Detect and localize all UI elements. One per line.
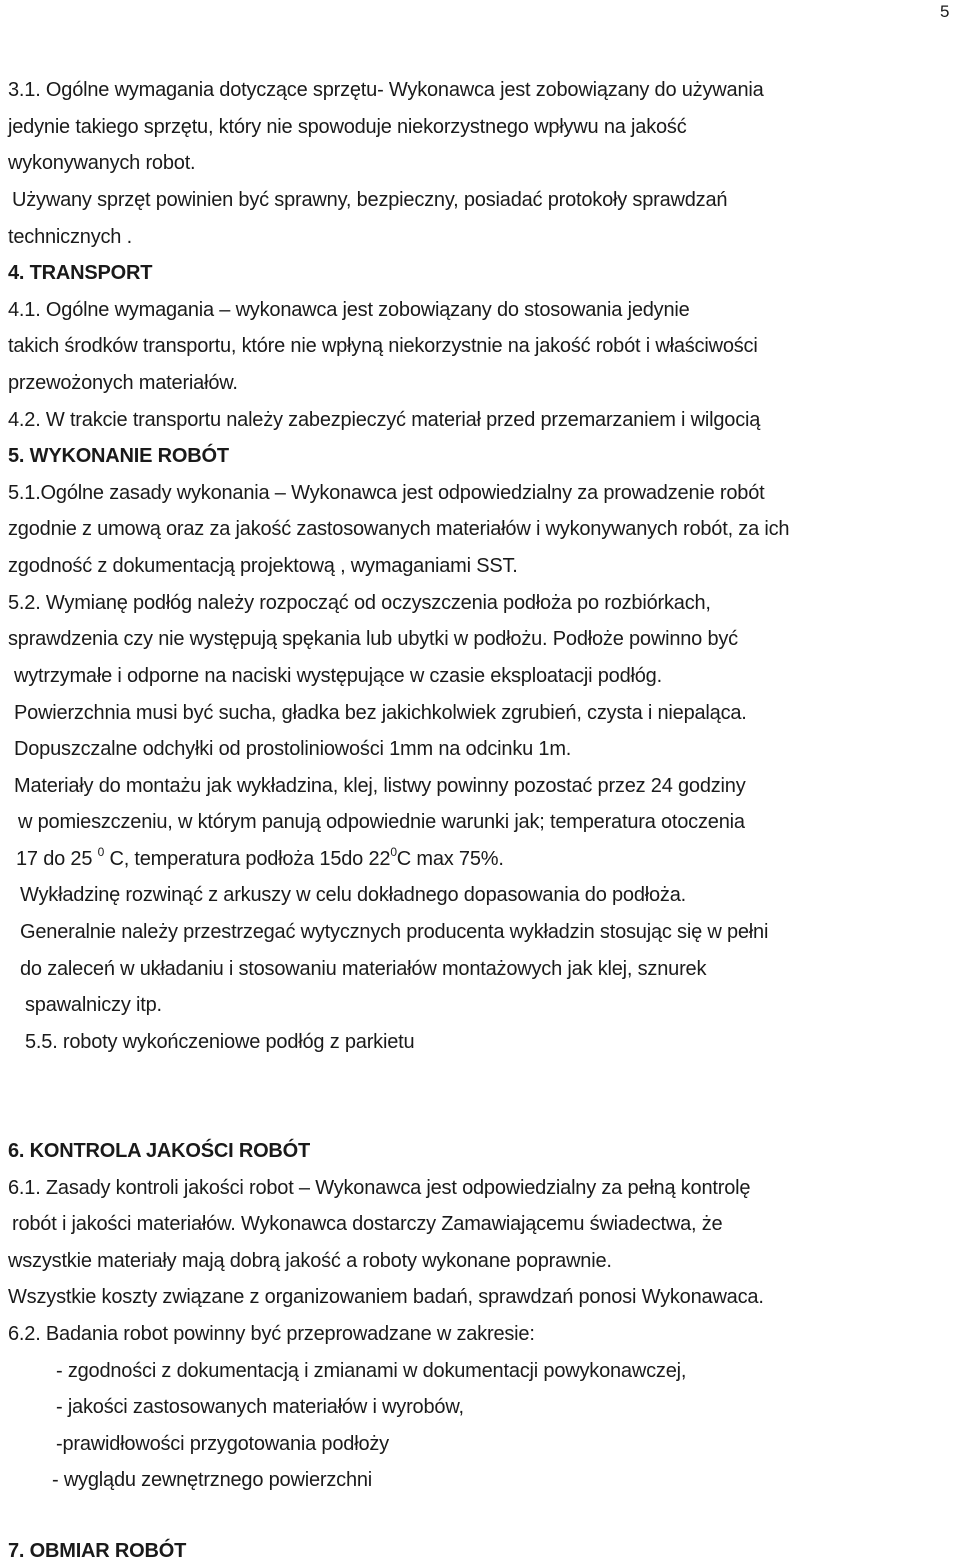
text-line: robót i jakości materiałów. Wykonawca dostarczy Zamawiającemu świadectwa, że [12,1213,723,1235]
text-line: zgodnie z umową oraz za jakość zastosowanych materiałów i wykonywanych robót, za ich [8,518,790,540]
text-line: takich środków transportu, które nie wpłyną niekorzystnie na jakość robót i właściwości [8,335,758,357]
text-line: Generalnie należy przestrzegać wytycznych producenta wykładzin stosując się w pełni [20,921,769,943]
text-line: zgodność z dokumentacją projektową , wymaganiami SST. [8,555,518,577]
list-item: -prawidłowości przygotowania podłoży [56,1433,389,1455]
text-segment: C, temperatura podłoża 15do 22 [104,848,391,870]
text-line: do zaleceń w układaniu i stosowaniu materiałów montażowych jak klej, sznurek [20,958,707,980]
text-line: wykonywanych robot. [8,152,196,174]
text-line: 5.1.Ogólne zasady wykonania – Wykonawca jest odpowiedzialny za prowadzenie robót [8,482,765,504]
text-segment: 17 do 25 [16,848,98,870]
text-line: Wykładzinę rozwinąć z arkuszy w celu dokładnego dopasowania do podłoża. [20,884,687,906]
list-item: - zgodności z dokumentacją i zmianami w dokumentacji powykonawczej, [56,1360,687,1382]
section-heading: 4. TRANSPORT [8,262,153,284]
page-number: 5 [940,2,950,21]
text-line: Materiały do montażu jak wykładzina, klej, listwy powinny pozostać przez 24 godziny [14,775,746,797]
text-line: 4.1. Ogólne wymagania – wykonawca jest zobowiązany do stosowania jedynie [8,299,690,321]
list-item: - jakości zastosowanych materiałów i wyrobów, [56,1396,464,1418]
superscript: 0 [97,845,105,859]
list-item: - wyglądu zewnętrznego powierzchni [52,1469,373,1491]
text-line: przewożonych materiałów. [8,372,238,394]
text-line: Używany sprzęt powinien być sprawny, bezpieczny, posiadać protokoły sprawdzań [12,189,728,211]
text-line: spawalniczy itp. [25,994,162,1016]
text-line: 5.5. roboty wykończeniowe podłóg z parkietu [25,1031,415,1053]
superscript: 0 [390,845,397,859]
text-line: 5.2. Wymianę podłóg należy rozpocząć od oczyszczenia podłoża po rozbiórkach, [8,592,711,614]
text-line: wytrzymałe i odporne na naciski występujące w czasie eksploatacji podłóg. [14,665,662,687]
text-line: 6.2. Badania robot powinny być przeprowadzane w zakresie: [8,1323,535,1345]
text-line: 4.2. W trakcie transportu należy zabezpieczyć materiał przed przemarzaniem i wilgocią [8,409,761,431]
section-heading: 7. OBMIAR ROBÓT [8,1540,187,1562]
section-heading: 5. WYKONANIE ROBÓT [8,445,229,467]
text-line: technicznych . [8,226,132,248]
text-line: wszystkie materiały mają dobrą jakość a roboty wykonane poprawnie. [8,1250,612,1272]
text-line: jedynie takiego sprzętu, który nie spowoduje niekorzystnego wpływu na jakość [8,116,687,138]
text-line: 6.1. Zasady kontroli jakości robot – Wykonawca jest odpowiedzialny za pełną kontrolę [8,1177,751,1199]
text-line: sprawdzenia czy nie występują spękania lub ubytki w podłożu. Podłoże powinno być [8,628,738,650]
text-line: w pomieszczeniu, w którym panują odpowiednie warunki jak; temperatura otoczenia [18,811,745,833]
section-heading: 6. KONTROLA JAKOŚCI ROBÓT [8,1140,311,1162]
text-line-temperature [16,847,504,871]
text-line: Powierzchnia musi być sucha, gładka bez jakichkolwiek zgrubień, czysta i niepaląca. [14,702,747,724]
text-segment: C max 75%. [396,848,504,870]
text-line: Wszystkie koszty związane z organizowaniem badań, sprawdzań ponosi Wykonawaca. [8,1286,764,1308]
text-line: Dopuszczalne odchyłki od prostoliniowości 1mm na odcinku 1m. [14,738,572,760]
text-line: 3.1. Ogólne wymagania dotyczące sprzętu- Wykonawca jest zobowiązany do używania [8,79,764,101]
